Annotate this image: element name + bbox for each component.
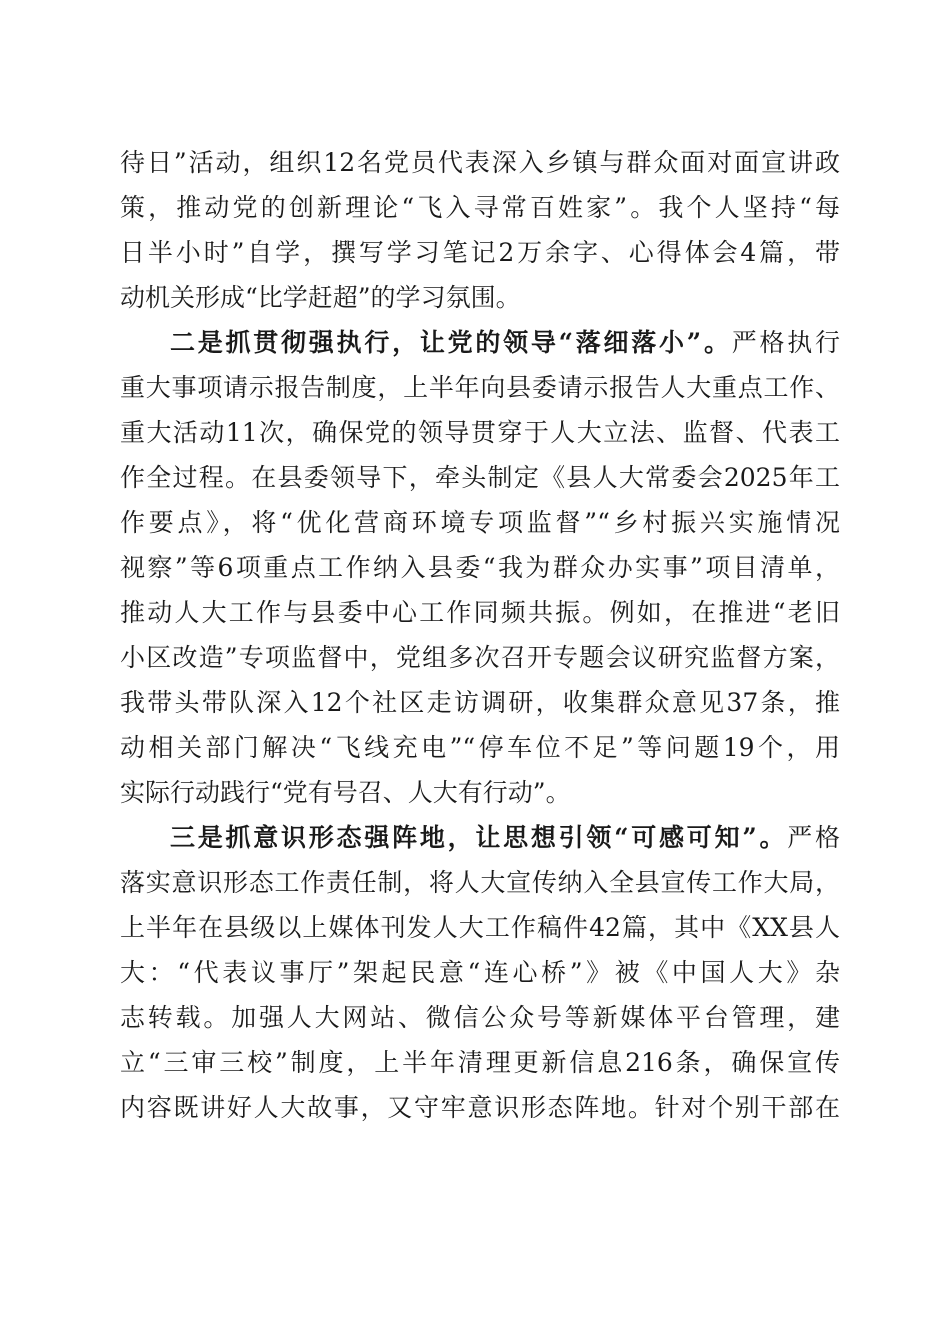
text-line: 作要点》，将“优化营商环境专项监督”“乡村振兴实施情况 xyxy=(120,508,840,537)
text-line: 内容既讲好人大故事，又守牢意识形态阵地。针对个别干部在 xyxy=(120,1093,840,1122)
paragraph-lead-heading: 三是抓意识形态强阵地，让思想引领“可感可知”。 xyxy=(170,823,788,852)
text-line: 我带头带队深入12个社区走访调研，收集群众意见37条，推 xyxy=(120,688,840,717)
text-line: 策，推动党的创新理论“飞入寻常百姓家”。我个人坚持“每 xyxy=(120,193,840,222)
text-line: 作全过程。在县委领导下，牵头制定《县人大常委会2025年工 xyxy=(120,463,840,492)
paragraph-lead-heading: 二是抓贯彻强执行，让党的领导“落细落小”。 xyxy=(170,328,732,357)
paragraph-3 xyxy=(120,815,840,1130)
text-line: 视察”等6项重点工作纳入县委“我为群众办实事”项目清单， xyxy=(120,553,840,582)
text-line: 推动人大工作与县委中心工作同频共振。例如，在推进“老旧 xyxy=(120,598,840,627)
paragraph-2 xyxy=(120,320,840,815)
text-line-first xyxy=(120,815,840,860)
paragraph-lead-rest: 严格执行 xyxy=(731,328,840,357)
text-line: 小区改造”专项监督中，党组多次召开专题会议研究监督方案， xyxy=(120,643,840,672)
text-line: 上半年在县级以上媒体刊发人大工作稿件42篇，其中《XX县人 xyxy=(120,913,840,942)
text-line: 动机关形成“比学赶超”的学习氛围。 xyxy=(120,283,521,312)
text-line: 重大事项请示报告制度，上半年向县委请示报告人大重点工作、 xyxy=(120,373,840,402)
text-line: 志转载。加强人大网站、微信公众号等新媒体平台管理，建 xyxy=(120,1003,840,1032)
text-line: 重大活动11次，确保党的领导贯穿于人大立法、监督、代表工 xyxy=(120,418,840,447)
text-line: 大：“代表议事厅”架起民意“连心桥”》被《中国人大》杂 xyxy=(120,958,840,987)
text-line: 动相关部门解决“飞线充电”“停车位不足”等问题19个，用 xyxy=(120,733,840,762)
text-line: 落实意识形态工作责任制，将人大宣传纳入全县宣传工作大局， xyxy=(120,868,840,897)
text-line-first xyxy=(120,320,840,365)
paragraph-lead-rest: 严格 xyxy=(787,823,840,852)
text-line: 实际行动践行“党有号召、人大有行动”。 xyxy=(120,778,571,807)
text-line: 立“三审三校”制度，上半年清理更新信息216条，确保宣传 xyxy=(120,1048,840,1077)
text-line: 日半小时”自学，撰写学习笔记2万余字、心得体会4篇，带 xyxy=(120,238,840,267)
paragraph-1 xyxy=(120,140,840,320)
text-line: 待日”活动，组织12名党员代表深入乡镇与群众面对面宣讲政 xyxy=(120,148,840,177)
document-body xyxy=(120,140,840,1130)
